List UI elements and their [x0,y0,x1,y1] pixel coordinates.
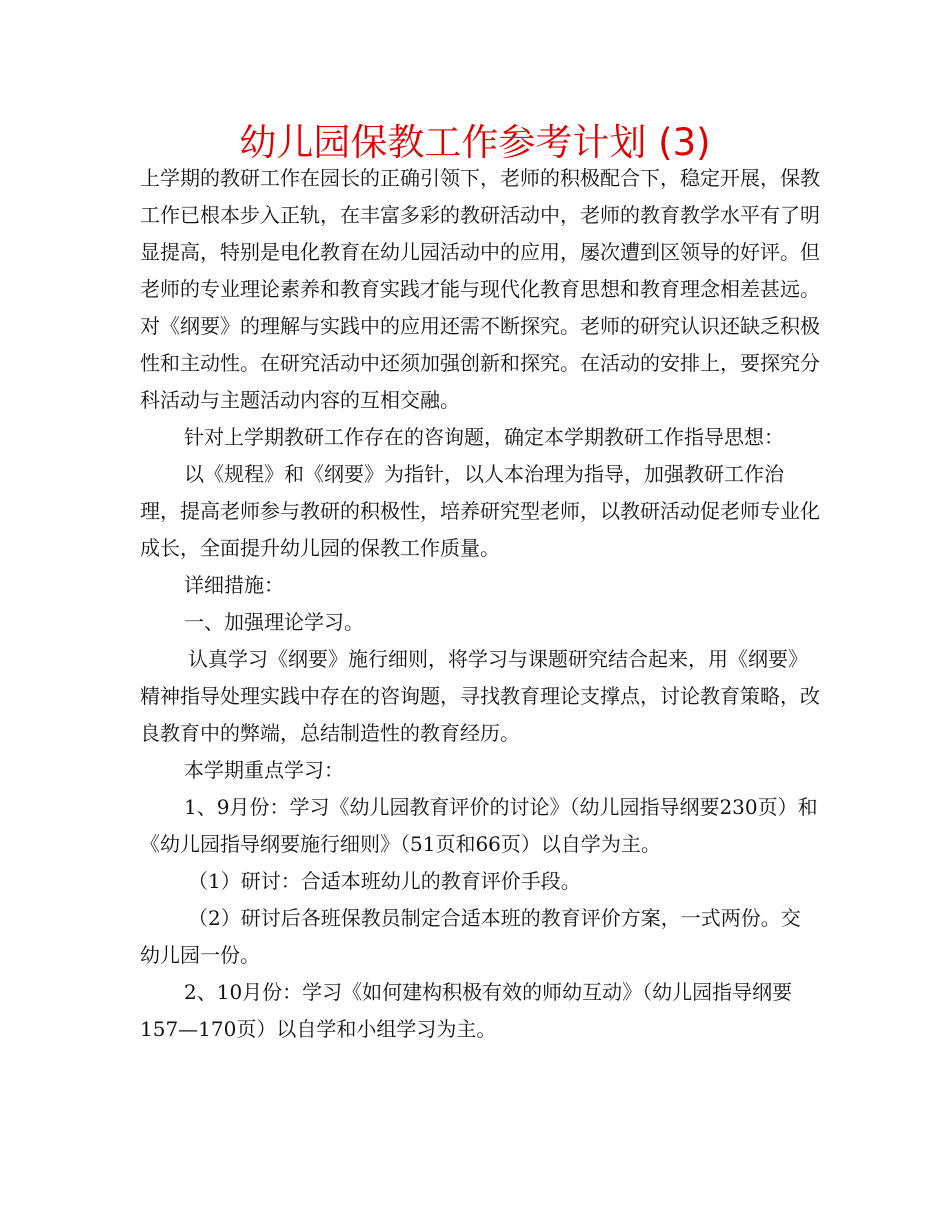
paragraph-september-item-1: （1）研讨：合适本班幼儿的教育评价手段。 [188,869,581,893]
paragraph-september: 1、9月份：学习《幼儿园教育评价的讨论》（幼儿园指导纲要230页）和《幼儿园指导纲要施行细则》（51页和66页）以自学为主。 [140,795,818,856]
paragraph-guiding-thought: 以《规程》和《纲要》为指针，以人本治理为指导，加强教研工作治理，提高老师参与教研的积极性，培养研究型老师，以教研活动促老师专业化成长，全面提升幼儿园的保教工作质量。 [140,462,820,560]
paragraph-section-one-heading: 一、加强理论学习。 [184,610,364,634]
document-body [140,160,820,1048]
document-title: 幼儿园保教工作参考计划 (3) [239,121,711,164]
paragraph-october: 2、10月份：学习《如何建构积极有效的师幼互动》（幼儿园指导纲要157—170页）以自学和小组学习为主。 [140,980,793,1041]
paragraph-guiding-thought-lead: 针对上学期教研工作存在的咨询题，确定本学期教研工作指导思想： [184,425,784,449]
paragraph-measures-heading: 详细措施： [184,573,284,597]
paragraph-intro: 上学期的教研工作在园长的正确引领下，老师的积极配合下，稳定开展，保教工作已根本步入正轨，在丰富多彩的教研活动中，老师的教育教学水平有了明显提高，特别是电化教育在幼儿园活动中的应用，屡次遭到区领导的好评。但老师的专业理论素养和教育实践才能与现代化教育思想和教育理念相差甚远。对《纲要》的理解与实践中的应用还需不断探究。老师的研究认识还缺乏积极性和主动性。在研究活动中还须加强创新和探究。在活动的安排上，要探究分科活动与主题活动内容的互相交融。 [140,166,820,412]
paragraph-key-study-heading: 本学期重点学习： [184,758,344,782]
paragraph-september-item-2: （2）研讨后各班保教员制定合适本班的教育评价方案，一式两份。交幼儿园一份。 [140,906,801,967]
paragraph-study-outline: 认真学习《纲要》施行细则，将学习与课题研究结合起来，用《纲要》精神指导处理实践中存在的咨询题，寻找教育理论支撑点，讨论教育策略，改良教育中的弊端，总结制造性的教育经历。 [140,647,820,745]
